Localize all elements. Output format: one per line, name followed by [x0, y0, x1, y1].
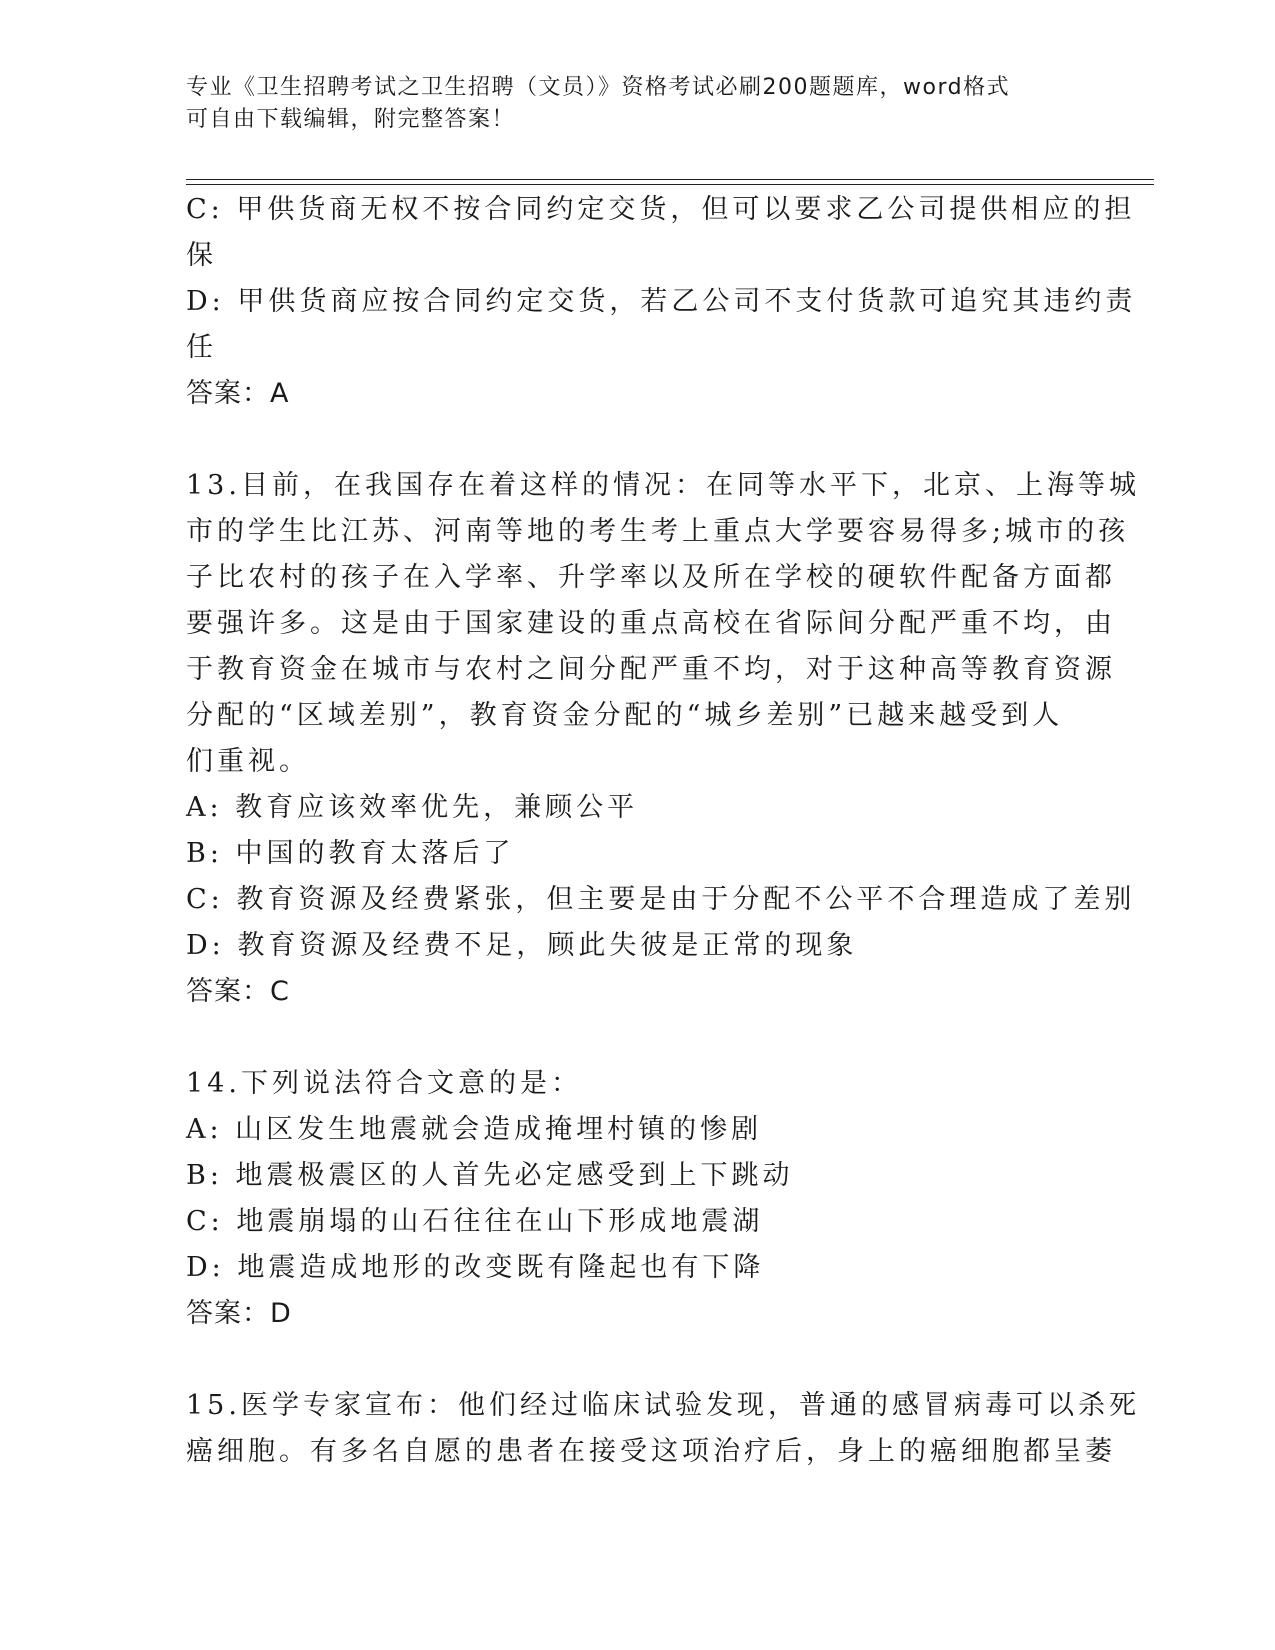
- question-13: [186, 463, 1140, 1015]
- question-stem-line: 分配的“区域差别”，教育资金分配的“城乡差别”已越来越受到人: [186, 700, 1064, 731]
- header-rule: [186, 179, 1154, 180]
- question-12-tail: [186, 187, 1137, 417]
- question-stem-line: 市的学生比江苏、河南等地的考生考上重点大学要容易得多;城市的孩: [186, 516, 1130, 547]
- option-d: D: 教育资源及经费不足，顾此失彼是正常的现象: [186, 930, 858, 961]
- answer-label: 答案：D: [186, 1298, 292, 1329]
- page-header: [186, 72, 1076, 136]
- question-stem-line: 癌细胞。有多名自愿的患者在接受这项治疗后，身上的癌细胞都呈萎: [186, 1436, 1116, 1467]
- question-content: [186, 187, 1140, 1475]
- question-stem-line: 14.下列说法符合文意的是：: [186, 1068, 582, 1099]
- option-c: C: 地震崩塌的山石往往在山下形成地震湖: [186, 1206, 764, 1237]
- question-stem-line: 要强许多。这是由于国家建设的重点高校在省际间分配严重不均，由: [186, 608, 1116, 639]
- spacer: [186, 1337, 1066, 1383]
- option-b: B: 地震极震区的人首先必定感受到上下跳动: [186, 1160, 794, 1191]
- answer-label: 答案：A: [186, 378, 290, 409]
- question-stem-line: 于教育资金在城市与农村之间分配严重不均，对于这种高等教育资源: [186, 654, 1116, 685]
- question-stem-line: 们重视。: [186, 746, 310, 777]
- spacer: [186, 1015, 1066, 1061]
- option-d: D: 甲供货商应按合同约定交货，若乙公司不支付货款可追究其违约责: [186, 286, 1137, 317]
- question-stem-line: 13.目前，在我国存在着这样的情况：在同等水平下，北京、上海等城: [186, 470, 1140, 501]
- header-line: 可自由下载编辑，附完整答案！: [186, 107, 516, 132]
- option-a: A: 山区发生地震就会造成掩埋村镇的惨剧: [186, 1114, 763, 1145]
- header-line: 专业《卫生招聘考试之卫生招聘（文员）》资格考试必刷200题题库，word格式: [186, 75, 1011, 100]
- answer-label: 答案：C: [186, 976, 290, 1007]
- option-c: C: 甲供货商无权不按合同约定交货，但可以要求乙公司提供相应的担: [186, 194, 1136, 225]
- question-15: [186, 1383, 1140, 1475]
- option-c: C: 教育资源及经费紧张，但主要是由于分配不公平不合理造成了差别: [186, 884, 1136, 915]
- option-b: B: 中国的教育太落后了: [186, 838, 515, 869]
- header-rule: [186, 184, 1154, 185]
- spacer: [186, 417, 1066, 463]
- question-stem-line: 15.医学专家宣布：他们经过临床试验发现，普通的感冒病毒可以杀死: [186, 1390, 1140, 1421]
- option-c-continued: 保: [186, 240, 217, 271]
- option-d-continued: 任: [186, 332, 217, 363]
- question-14: [186, 1061, 1066, 1337]
- option-a: A: 教育应该效率优先，兼顾公平: [186, 792, 639, 823]
- option-d: D: 地震造成地形的改变既有隆起也有下降: [186, 1252, 765, 1283]
- question-stem-line: 子比农村的孩子在入学率、升学率以及所在学校的硬软件配备方面都: [186, 562, 1116, 593]
